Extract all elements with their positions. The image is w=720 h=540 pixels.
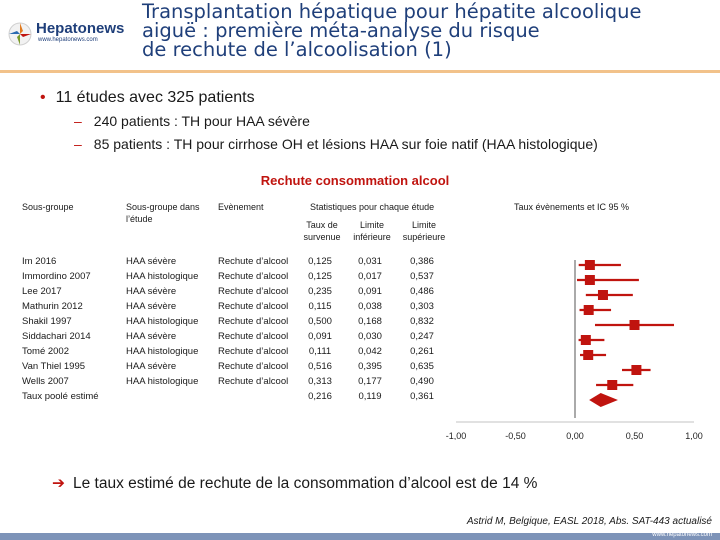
header-lower: Limite inférieure xyxy=(353,220,391,242)
bullet-dot-icon: • xyxy=(40,89,46,106)
title-line-3: de rechute de l’alcoolisation (1) xyxy=(142,38,452,61)
row-1-subgroup: HAA sévère xyxy=(126,256,177,267)
point-marker-8 xyxy=(631,365,641,375)
row-7-lower: 0,042 xyxy=(358,346,382,357)
row-3-lower: 0,091 xyxy=(358,286,382,297)
main-bullet-text: 11 études avec 325 patients xyxy=(55,89,255,106)
citation: Astrid M, Belgique, EASL 2018, Abs. SAT-443 actualisé xyxy=(466,516,712,527)
header-plot: Taux évènements et IC 95 % xyxy=(514,202,630,212)
row-1-upper: 0,386 xyxy=(410,256,434,267)
row-6-upper: 0,247 xyxy=(410,331,434,342)
sub-bullet-2 xyxy=(74,136,598,152)
row-4-rate: 0,115 xyxy=(308,301,332,312)
point-marker-2 xyxy=(585,275,595,285)
dash-icon: – xyxy=(74,136,82,152)
row-9-subgroup: HAA histologique xyxy=(126,376,199,387)
row-6-lower: 0,030 xyxy=(358,331,382,342)
row-6-event: Rechute d’alcool xyxy=(218,331,289,342)
row-3-study: Lee 2017 xyxy=(22,286,62,297)
conclusion-text: Le taux estimé de rechute de la consommation d’alcool est de 14 % xyxy=(73,475,538,492)
row-6-subgroup: HAA sévère xyxy=(126,331,177,342)
row-5-upper: 0,832 xyxy=(410,316,434,327)
point-marker-5 xyxy=(630,320,640,330)
row-1-event: Rechute d’alcool xyxy=(218,256,289,267)
x-tick-label-3: 0,00 xyxy=(566,431,584,440)
row-3-rate: 0,235 xyxy=(308,286,332,297)
point-marker-3 xyxy=(598,290,608,300)
row-7-rate: 0,111 xyxy=(308,346,332,357)
header-study: Sous-groupe xyxy=(22,202,74,212)
pooled-diamond xyxy=(589,393,618,407)
row-9-upper: 0,490 xyxy=(410,376,434,387)
row-7-event: Rechute d’alcool xyxy=(218,346,289,357)
row-4-upper: 0,303 xyxy=(410,301,434,312)
row-2-event: Rechute d’alcool xyxy=(218,271,289,282)
row-5-study: Shakil 1997 xyxy=(22,316,72,327)
row-8-lower: 0,395 xyxy=(358,361,382,372)
row-4-lower: 0,038 xyxy=(358,301,382,312)
header-stats: Statistiques pour chaque étude xyxy=(310,202,435,212)
x-tick-label-2: -0,50 xyxy=(505,431,526,440)
row-7-study: Tomé 2002 xyxy=(22,346,70,357)
row-8-event: Rechute d’alcool xyxy=(218,361,289,372)
point-marker-7 xyxy=(583,350,593,360)
row-pooled-study: Taux poolé estimé xyxy=(22,391,99,402)
row-3-subgroup: HAA sévère xyxy=(126,286,177,297)
slide-title xyxy=(142,2,712,59)
row-7-subgroup: HAA histologique xyxy=(126,346,199,357)
sub-bullet-1-text: 240 patients : TH pour HAA sévère xyxy=(93,113,310,129)
row-2-study: Immordino 2007 xyxy=(22,271,91,282)
row-3-event: Rechute d’alcool xyxy=(218,286,289,297)
row-5-lower: 0,168 xyxy=(358,316,382,327)
row-9-event: Rechute d’alcool xyxy=(218,376,289,387)
row-8-upper: 0,635 xyxy=(410,361,434,372)
title-line-1: Transplantation hépatique pour hépatite alcoolique xyxy=(142,0,642,23)
header-subgroup: Sous-groupe dans l’étude xyxy=(126,202,200,224)
row-7-upper: 0,261 xyxy=(410,346,434,357)
row-6-rate: 0,091 xyxy=(308,331,332,342)
row-2-rate: 0,125 xyxy=(308,271,332,282)
row-1-lower: 0,031 xyxy=(358,256,382,267)
row-1-rate: 0,125 xyxy=(308,256,332,267)
x-tick-label-4: 0,50 xyxy=(625,431,644,440)
title-divider xyxy=(0,70,720,73)
row-3-upper: 0,486 xyxy=(410,286,434,297)
header-event: Evènement xyxy=(218,202,264,212)
title-line-2: aiguë : première méta-analyse du risque xyxy=(142,19,540,42)
chart-title: Rechute consommation alcool xyxy=(260,173,450,188)
row-2-subgroup: HAA histologique xyxy=(126,271,199,282)
row-9-rate: 0,313 xyxy=(308,376,332,387)
row-pooled-rate: 0,216 xyxy=(308,391,332,402)
point-marker-6 xyxy=(581,335,591,345)
row-8-subgroup: HAA sévère xyxy=(126,361,177,372)
row-6-study: Siddachari 2014 xyxy=(22,331,91,342)
row-4-study: Mathurin 2012 xyxy=(22,301,83,312)
row-5-rate: 0,500 xyxy=(308,316,332,327)
point-marker-1 xyxy=(585,260,595,270)
row-2-lower: 0,017 xyxy=(358,271,382,282)
x-tick-label-5: 1,00 xyxy=(685,431,703,440)
row-2-upper: 0,537 xyxy=(410,271,434,282)
row-8-rate: 0,516 xyxy=(308,361,332,372)
header-upper: Limite supérieure xyxy=(402,220,446,242)
logo-wordmark: Hepatonews xyxy=(36,20,125,37)
row-5-subgroup: HAA histologique xyxy=(126,316,199,327)
row-4-event: Rechute d’alcool xyxy=(218,301,289,312)
row-8-study: Van Thiel 1995 xyxy=(22,361,86,372)
row-1-study: Im 2016 xyxy=(22,256,57,267)
forest-plot xyxy=(440,240,712,440)
header-rate: Taux de survenue xyxy=(303,220,341,242)
sub-bullet-1 xyxy=(74,113,310,129)
conclusion xyxy=(52,474,537,493)
row-pooled-upper: 0,361 xyxy=(410,391,434,402)
row-pooled-lower: 0,119 xyxy=(358,391,382,402)
footer-bar xyxy=(0,533,720,540)
row-4-subgroup: HAA sévère xyxy=(126,301,177,312)
point-marker-4 xyxy=(584,305,594,315)
logo-url: www.hepatonews.com xyxy=(38,37,98,43)
row-5-event: Rechute d’alcool xyxy=(218,316,289,327)
row-9-lower: 0,177 xyxy=(358,376,382,387)
footer-url: www.hepatonews.com xyxy=(652,532,712,538)
x-tick-label-1: -1,00 xyxy=(445,431,467,440)
arrow-right-icon: ➔ xyxy=(52,475,65,492)
sub-bullet-2-text: 85 patients : TH pour cirrhose OH et lésions HAA sur foie natif (HAA histologique) xyxy=(93,136,598,152)
dash-icon: – xyxy=(74,113,82,129)
main-bullet xyxy=(40,89,255,107)
row-9-study: Wells 2007 xyxy=(22,376,69,387)
point-marker-9 xyxy=(607,380,617,390)
